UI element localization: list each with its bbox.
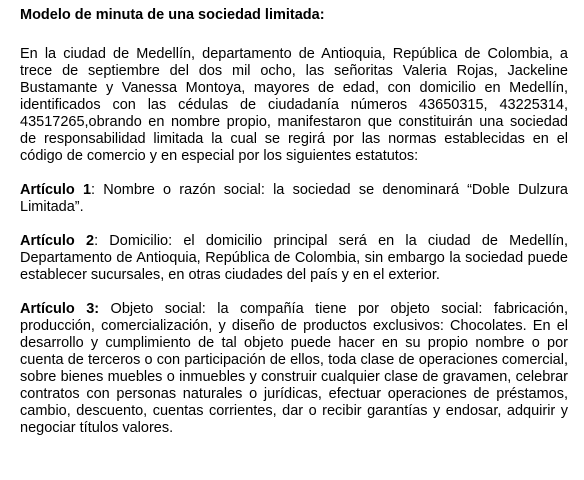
article-2-label: Artículo 2 (20, 233, 95, 249)
article-3-paragraph (20, 301, 568, 437)
article-2-paragraph (20, 233, 568, 284)
article-3-label: Artículo 3: (20, 301, 100, 317)
article-1-text: : Nombre o razón social: la sociedad se denominará “Doble Dulzura Limitada”. (20, 182, 568, 215)
article-3-text: Objeto social: la compañía tiene por objeto social: fabricación, producción, comercialización, y diseño de productos exclusivos: Chocolates. En el desarrollo y cumplimiento de tal objeto puede hacer en su propio nombre o por cuenta de terceros o con participación de ellos, toda clase de operaciones comercial, sobre bienes muebles o inmuebles y construir cualquier clase de gravamen, celebrar contratos con personas naturales o jurídicas, efectuar operaciones de préstamos, cambio, descuento, cuentas corrientes, dar o recibir garantías y endosar, adquirir y negociar títulos valores. (20, 301, 568, 436)
article-1-label: Artículo 1 (20, 182, 92, 198)
document-title: Modelo de minuta de una sociedad limitada: (20, 7, 325, 23)
article-2-text: : Domicilio: el domicilio principal será en la ciudad de Medellín, Departamento de Antioquia, República de Colombia, sin embargo la sociedad puede establecer sucursales, en otras ciudades del país y en el exterior. (20, 233, 569, 283)
intro-paragraph: En la ciudad de Medellín, departamento de Antioquia, República de Colombia, a trece de septiembre del dos mil ocho, las señoritas Valeria Rojas, Jackeline Bustamante y Vanessa Montoya, mayores de edad, con domicilio en Medellín, identificados con las cédulas de ciudadanía números 43650315, 43225314, 43517265,obrando en nombre propio, manifestaron que constituirán una sociedad de responsabilidad limitada la cual se regirá por las normas establecidas en el código de comercio y en especial por los siguientes estatutos: (20, 46, 568, 164)
article-1-paragraph (20, 182, 568, 216)
